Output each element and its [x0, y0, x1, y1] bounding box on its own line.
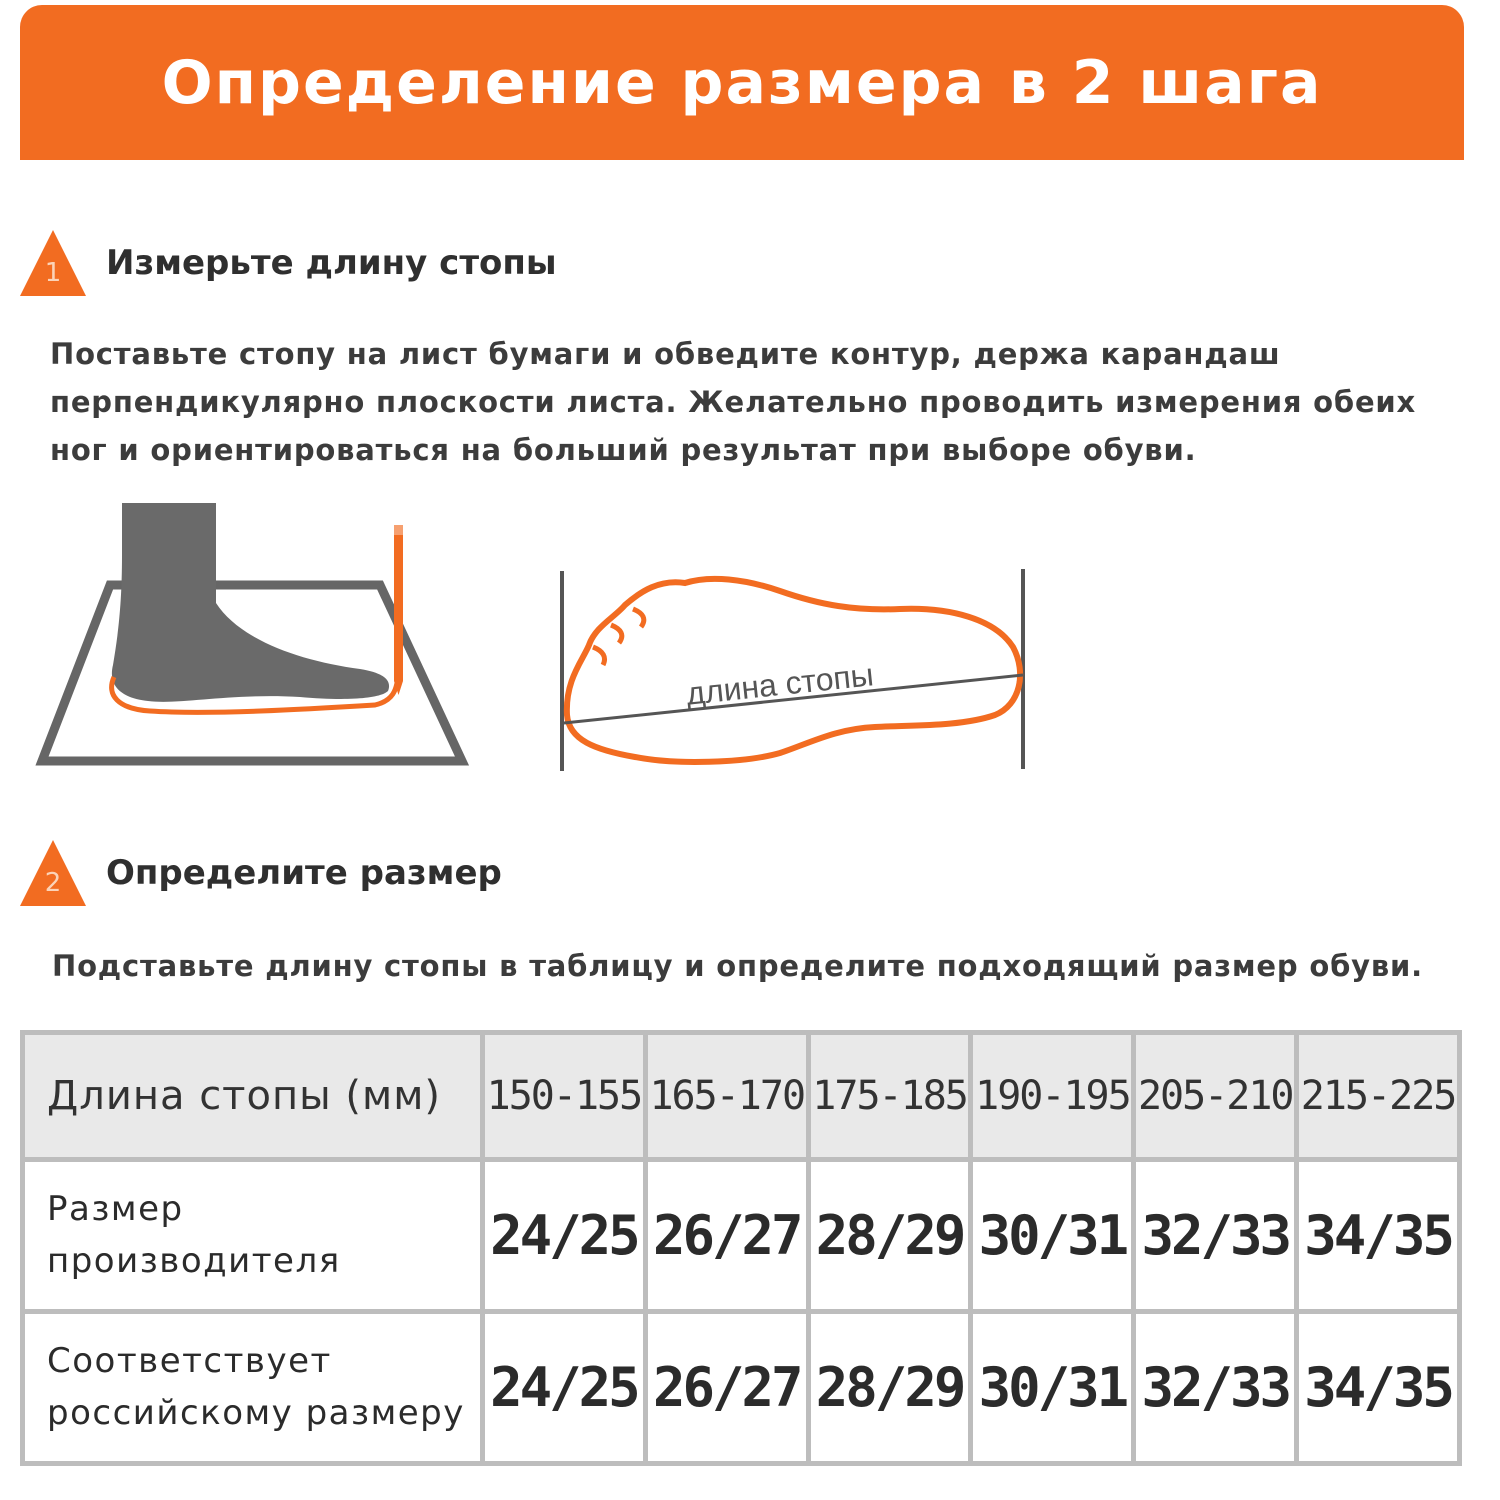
- row-label-line: российскому размеру: [47, 1393, 465, 1434]
- size-cell: 30/31: [971, 1311, 1134, 1463]
- size-cell: 26/27: [645, 1311, 808, 1463]
- step-title: Определите размер: [106, 853, 502, 893]
- length-cell: 175-185: [808, 1033, 971, 1160]
- step-1-heading: [18, 228, 557, 298]
- step-triangle-icon: [18, 838, 88, 908]
- size-table: [20, 1030, 1462, 1466]
- size-cell: 34/35: [1297, 1159, 1460, 1311]
- length-cell: 165-170: [645, 1033, 808, 1160]
- size-cell: 24/25: [483, 1159, 646, 1311]
- instruction-line: перпендикулярно плоскости листа. Желательно проводить измерения обеих: [50, 385, 1417, 419]
- size-cell: 28/29: [808, 1159, 971, 1311]
- header-label: Длина стопы (мм): [23, 1033, 483, 1160]
- row-label: [23, 1311, 483, 1463]
- foot-on-paper-icon: [30, 495, 480, 780]
- title-banner: [20, 5, 1464, 160]
- size-cell: 24/25: [483, 1311, 646, 1463]
- size-cell: 28/29: [808, 1311, 971, 1463]
- row-label-line: производителя: [47, 1241, 341, 1282]
- instruction-line: ног и ориентироваться на больший результат при выборе обуви.: [50, 433, 1197, 467]
- step-1-instructions: [50, 330, 1416, 474]
- table-row: [23, 1159, 1460, 1311]
- row-label-line: Соответствует: [47, 1341, 332, 1382]
- table-header-row: [23, 1033, 1460, 1160]
- size-cell: 32/33: [1134, 1159, 1297, 1311]
- length-cell: 190-195: [971, 1033, 1134, 1160]
- step-number: 1: [44, 258, 62, 288]
- table-row: [23, 1311, 1460, 1463]
- foot-length-label: длина стопы: [684, 656, 876, 712]
- step-triangle-icon: [18, 228, 88, 298]
- foot-outline-icon: [555, 565, 1035, 780]
- length-cell: 215-225: [1297, 1033, 1460, 1160]
- size-cell: 34/35: [1297, 1311, 1460, 1463]
- length-cell: 205-210: [1134, 1033, 1297, 1160]
- size-cell: 30/31: [971, 1159, 1134, 1311]
- row-label-line: Размер: [47, 1189, 184, 1230]
- size-cell: 32/33: [1134, 1311, 1297, 1463]
- step-title: Измерьте длину стопы: [106, 243, 557, 283]
- page-title: Определение размера в 2 шага: [161, 47, 1323, 118]
- length-cell: 150-155: [483, 1033, 646, 1160]
- step-number: 2: [44, 868, 62, 898]
- instruction-line: Поставьте стопу на лист бумаги и обведите контур, держа карандаш: [50, 337, 1281, 371]
- instruction-line: Подставьте длину стопы в таблицу и определите подходящий размер обуви.: [52, 949, 1423, 983]
- row-label: [23, 1159, 483, 1311]
- step-2-instructions: [52, 942, 1423, 990]
- step-2-heading: [18, 838, 502, 908]
- size-cell: 26/27: [645, 1159, 808, 1311]
